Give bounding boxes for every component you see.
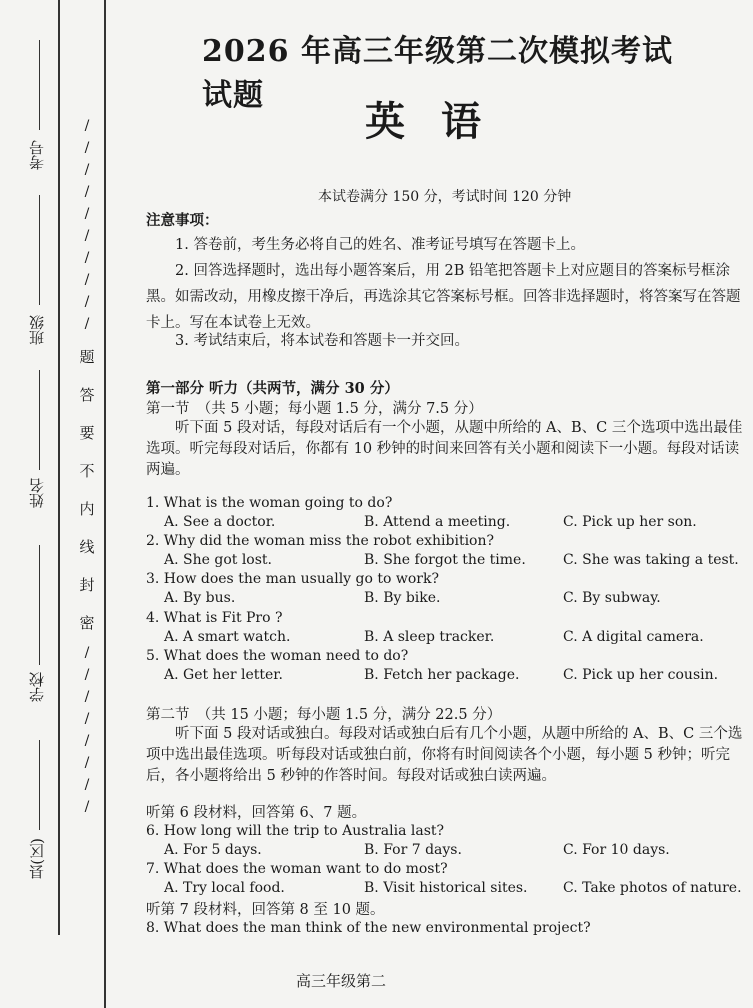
notes-item-3 bbox=[146, 330, 746, 352]
seal-char: 答 bbox=[79, 386, 95, 404]
seal-char: 题 bbox=[79, 348, 95, 366]
school-blank bbox=[39, 545, 40, 665]
slash-mark: / bbox=[84, 733, 90, 749]
binding-margin bbox=[0, 0, 120, 1008]
question-7: 7. What does the woman want to do most? bbox=[146, 861, 448, 877]
question-3: 3. How does the man usually go to work? bbox=[146, 571, 439, 587]
section2-heading: 第二节 （共 15 小题；每小题 1.5 分，满分 22.5 分） bbox=[146, 707, 502, 723]
option-b: B. For 7 days. bbox=[364, 842, 462, 858]
seal-char: 内 bbox=[79, 500, 95, 518]
option-b: B. Visit historical sites. bbox=[364, 880, 528, 896]
slash-mark: / bbox=[84, 294, 90, 310]
section2-instructions: 听下面 5 段对话或独白。每段对话或独白后有几个小题，从题中所给的 A、B、C 三个选项中选出最佳选项。听每段对话或独白前，你将有时间阅读各个小题，每小题 5 秒钟；听完后，各小题将给出 5 秒钟的作答时间。每段对话或独白读两遍。 bbox=[146, 726, 743, 784]
question-2: 2. Why did the woman miss the robot exhibition? bbox=[146, 533, 495, 549]
option-c: C. A digital camera. bbox=[563, 629, 704, 645]
class-blank bbox=[39, 195, 40, 305]
slash-mark: / bbox=[84, 316, 90, 332]
notes-item-2 bbox=[146, 258, 746, 336]
option-b: B. Fetch her package. bbox=[364, 667, 520, 683]
slash-mark: / bbox=[84, 250, 90, 266]
seal-char: 线 bbox=[79, 538, 95, 556]
question-8: 8. What does the man think of the new environmental project? bbox=[146, 920, 591, 936]
page-title: 2026 年高三年级第二次模拟考试试题 bbox=[202, 34, 673, 113]
notes-item-text: 1. 答卷前，考生务必将自己的姓名、准考证号填写在答题卡上。 bbox=[175, 237, 585, 253]
option-b: B. Attend a meeting. bbox=[364, 514, 511, 530]
option-c: C. Pick up her cousin. bbox=[563, 667, 719, 683]
margin-line-inner bbox=[104, 0, 106, 1008]
seal-line-top bbox=[76, 115, 98, 335]
exam-no-blank bbox=[39, 40, 40, 130]
slash-mark: / bbox=[84, 272, 90, 288]
option-b: B. She forgot the time. bbox=[364, 552, 526, 568]
option-c: C. She was taking a test. bbox=[563, 552, 739, 568]
slash-mark: / bbox=[84, 184, 90, 200]
seal-char: 封 bbox=[79, 576, 95, 594]
notes-item-text: 3. 考试结束后，将本试卷和答题卡一并交回。 bbox=[175, 333, 469, 349]
notes-item-1 bbox=[146, 234, 746, 256]
option-c: C. Pick up her son. bbox=[563, 514, 697, 530]
question-6: 6. How long will the trip to Australia last? bbox=[146, 823, 445, 839]
notes-item-text: 2. 回答选择题时，选出每小题答案后，用 2B 铅笔把答题卡上对应题目的答案标号框涂黑。如需改动，用橡皮擦干净后，再选涂其它答案标号框。回答非选择题时，将答案写在答题卡上。写在本试卷上无效。 bbox=[146, 263, 741, 331]
slash-mark: / bbox=[84, 118, 90, 134]
slash-mark: / bbox=[84, 777, 90, 793]
option-b: B. By bike. bbox=[364, 590, 441, 606]
option-a: A. By bus. bbox=[164, 590, 236, 606]
part1-heading: 第一部分 听力（共两节，满分 30 分） bbox=[146, 380, 399, 397]
exam-no-label: 考号 bbox=[28, 140, 46, 170]
slash-mark: / bbox=[84, 689, 90, 705]
slash-mark: / bbox=[84, 711, 90, 727]
slash-mark: / bbox=[84, 140, 90, 156]
slash-mark: / bbox=[84, 755, 90, 771]
section1-instructions: 听下面 5 段对话，每段对话后有一个小题，从题中所给的 A、B、C 三个选项中选出最佳选项。听完每段对话后，你都有 10 秒钟的时间来回答有关小题和阅读下一小题。每段对话读两遍。 bbox=[146, 420, 743, 478]
school-label: 学校 bbox=[28, 672, 46, 702]
class-label: 班级 bbox=[28, 315, 46, 345]
option-a: A. See a doctor. bbox=[164, 514, 276, 530]
question-5: 5. What does the woman need to do? bbox=[146, 648, 409, 664]
material-6: 听第 6 段材料，回答第 6、7 题。 bbox=[146, 805, 367, 821]
option-a: A. A smart watch. bbox=[164, 629, 291, 645]
county-blank bbox=[39, 740, 40, 830]
option-b: B. A sleep tracker. bbox=[364, 629, 495, 645]
option-a: A. She got lost. bbox=[164, 552, 272, 568]
notes-heading: 注意事项： bbox=[146, 212, 219, 229]
material-7: 听第 7 段材料，回答第 8 至 10 题。 bbox=[146, 902, 385, 918]
seal-char: 不 bbox=[79, 462, 95, 480]
slash-mark: / bbox=[84, 645, 90, 661]
option-a: A. Get her letter. bbox=[164, 667, 283, 683]
option-a: A. For 5 days. bbox=[164, 842, 262, 858]
slash-mark: / bbox=[84, 206, 90, 222]
question-1: 1. What is the woman going to do? bbox=[146, 495, 393, 511]
question-4: 4. What is Fit Pro ? bbox=[146, 610, 283, 626]
option-c: C. Take photos of nature. bbox=[563, 880, 742, 896]
option-c: C. For 10 days. bbox=[563, 842, 670, 858]
margin-line-outer bbox=[58, 0, 60, 935]
seal-char: 要 bbox=[79, 424, 95, 442]
page-footer: 高三年级第二 bbox=[296, 972, 387, 990]
option-a: A. Try local food. bbox=[164, 880, 285, 896]
section1-heading: 第一节 （共 5 小题；每小题 1.5 分，满分 7.5 分） bbox=[146, 401, 483, 417]
seal-char: 密 bbox=[79, 614, 95, 632]
option-c: C. By subway. bbox=[563, 590, 661, 606]
county-label: 县(区) bbox=[28, 838, 46, 880]
slash-mark: / bbox=[84, 667, 90, 683]
subject-title: 英语 bbox=[365, 98, 517, 145]
seal-text bbox=[76, 338, 98, 642]
exam-info: 本试卷满分 150 分，考试时间 120 分钟 bbox=[318, 189, 572, 205]
name-label: 姓名 bbox=[28, 478, 46, 508]
seal-line-bottom bbox=[76, 642, 98, 818]
slash-mark: / bbox=[84, 228, 90, 244]
name-blank bbox=[39, 370, 40, 470]
slash-mark: / bbox=[84, 162, 90, 178]
slash-mark: / bbox=[84, 799, 90, 815]
